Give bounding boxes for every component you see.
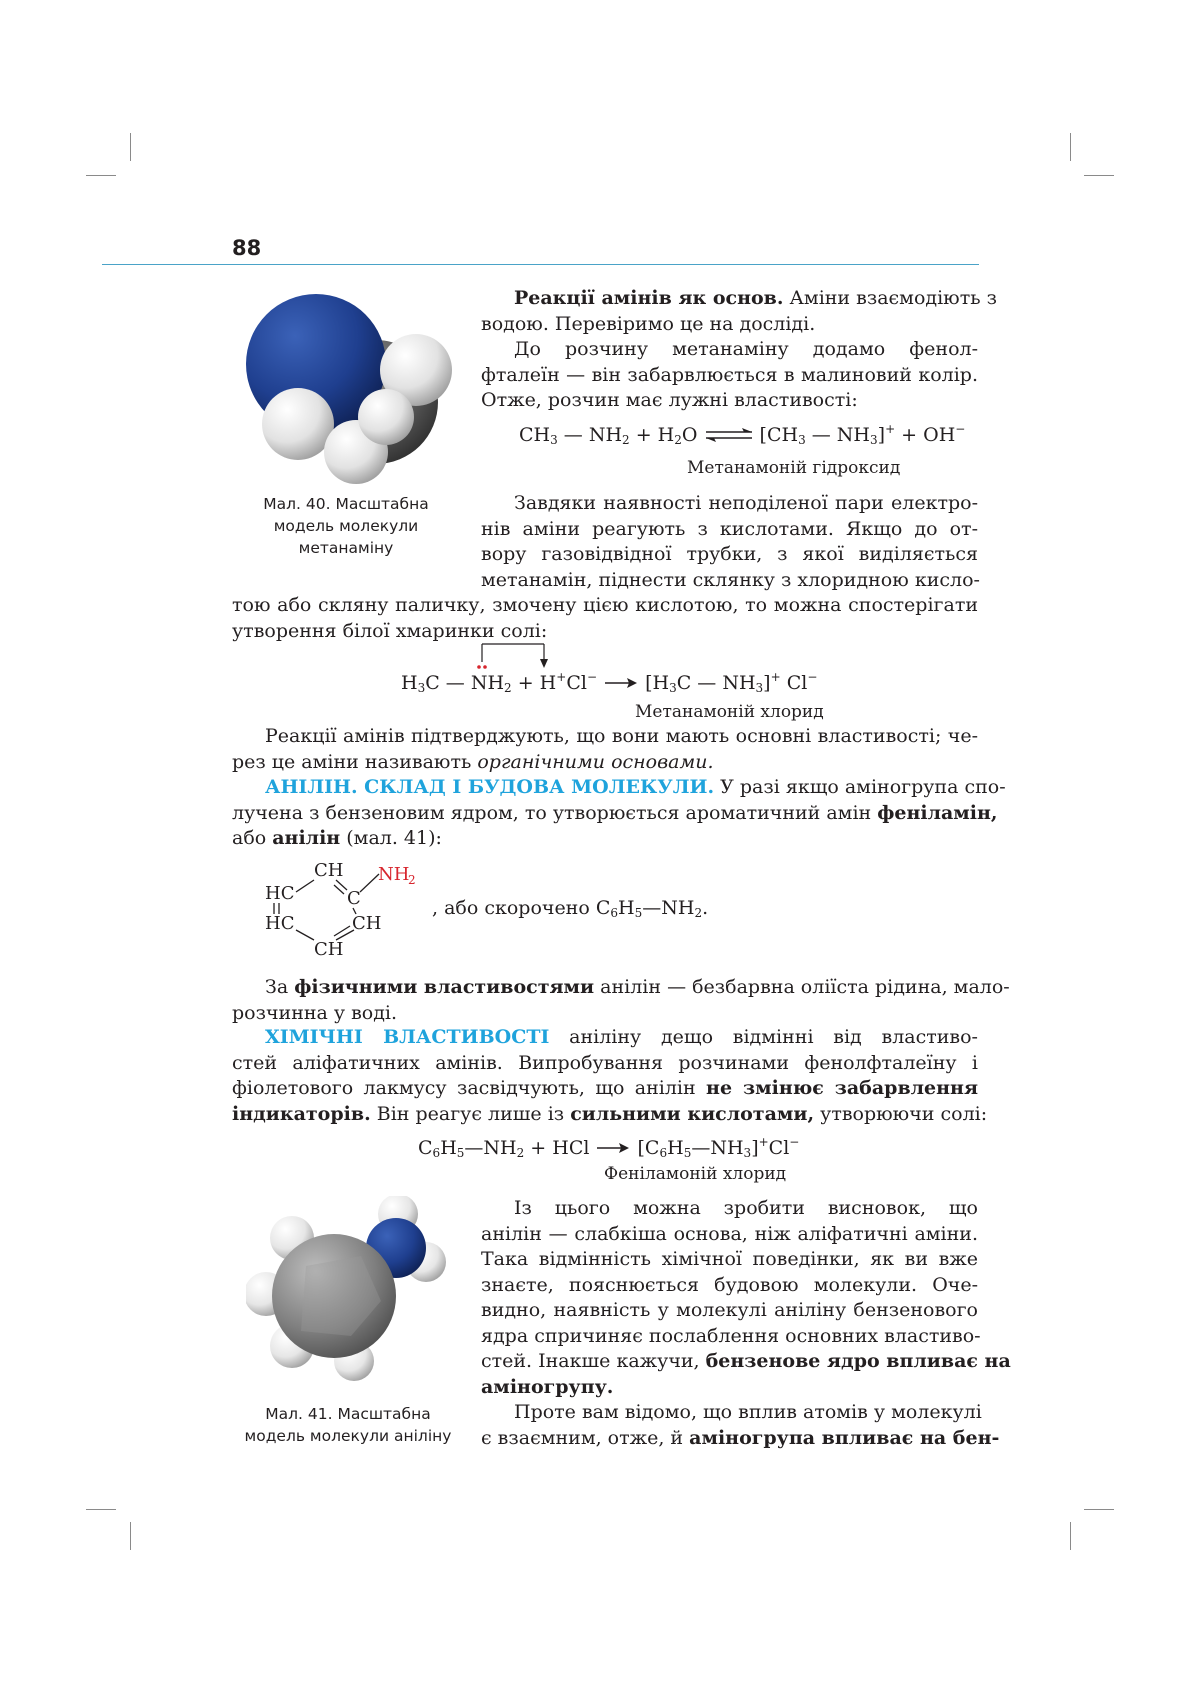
- text-span: За: [265, 976, 295, 998]
- svg-text:CH: CH: [352, 913, 382, 934]
- crop-mark: [130, 1522, 131, 1550]
- text-span: анілін — безбарвна оліїста рідина, мало-: [594, 976, 1010, 998]
- crop-mark: [86, 175, 116, 176]
- text-line: тою або скляну паличку, змочену цією кислотою, то можна спостерігати: [232, 594, 978, 616]
- text-line: нів аміни реагують з кислотами. Якщо до от-: [481, 517, 978, 540]
- caption-line: модель молекули: [273, 517, 419, 535]
- text-line: [232, 826, 978, 852]
- paragraph-aniline-structure: [232, 775, 1006, 852]
- equilibrium-arrow-icon: [704, 427, 754, 443]
- aniline-short-formula: , або скорочено $C_6H_5—NH_2$.: [432, 897, 709, 920]
- svg-text:HC: HC: [265, 883, 295, 904]
- text-span: (мал. 41):: [340, 827, 442, 849]
- paragraph-amine-acids-cont: [232, 593, 978, 644]
- header-rule: [102, 264, 979, 265]
- methylamine-model-image: [236, 292, 466, 487]
- text-span: є взаємним, отже, й: [481, 1426, 690, 1449]
- paragraph-conclusion: [481, 1196, 1011, 1400]
- crop-mark: [1070, 133, 1071, 161]
- equation-methylamine-hcl: $H_3C$ — $NH_2 + H^+Cl^-$ [$H_3C$ — $NH_3]^+$ Cl−: [401, 670, 818, 695]
- caption-line: метанаміну: [298, 539, 394, 557]
- reaction-arrow-icon: [595, 1142, 631, 1154]
- bold-term: фізичними властивостями: [294, 976, 595, 998]
- text-span: Аміни взаємодіють з: [783, 287, 997, 309]
- text-line: видно, наявність у молекулі аніліну бензенового: [481, 1299, 978, 1321]
- equation-aniline-hcl: $C_6H_5—NH_2$ + HCl $[C_6H_5—NH_3]^+Cl^-$: [418, 1135, 800, 1160]
- reaction-arrow-icon: [603, 677, 639, 689]
- text-span: , або скорочено: [432, 897, 590, 919]
- svg-text:CH: CH: [314, 939, 344, 960]
- text-line: анілін — слабкіша основа, ніж аліфатичні аміни.: [481, 1222, 978, 1245]
- caption-line: Мал. 41. Масштабна: [265, 1405, 431, 1423]
- paragraph-organic-bases: [232, 724, 978, 775]
- bold-term: сильними кислотами,: [570, 1102, 815, 1125]
- text-line: [232, 1102, 988, 1128]
- bold-term: не змінює забарвлення: [706, 1077, 978, 1099]
- text-line: розчинна у воді.: [232, 1001, 398, 1024]
- crop-mark: [130, 133, 131, 161]
- bold-term: індикаторів.: [232, 1102, 371, 1125]
- text-span: аніліну дещо відмінні від властиво-: [549, 1026, 978, 1048]
- bold-term: бензенове ядро впливає на: [705, 1350, 1011, 1372]
- paragraph-chemical-properties: [232, 1025, 988, 1127]
- crop-mark: [86, 1509, 116, 1510]
- text-span: утворюючи солі:: [814, 1102, 988, 1125]
- text-line: [481, 286, 997, 312]
- crop-mark: [1084, 175, 1114, 176]
- text-line: [232, 1076, 978, 1102]
- text-line: [232, 750, 978, 776]
- text-span: або: [232, 827, 273, 849]
- text-line: [481, 1426, 1000, 1452]
- text-line: фталеїн — він забарвлюється в малиновий колір.: [481, 363, 978, 386]
- text-line: [481, 1375, 978, 1401]
- svg-text:CH: CH: [314, 860, 344, 881]
- svg-text:NH: NH: [378, 864, 410, 885]
- bold-term: аміногрупа впливає на бен-: [689, 1426, 1000, 1449]
- equation-3-product-name: Феніламоній хлорид: [604, 1164, 787, 1184]
- text-span: лучена з бензеновим ядром, то утворюється ароматичний амін: [232, 801, 878, 824]
- svg-text:C: C: [347, 888, 361, 909]
- svg-text:HC: HC: [265, 913, 295, 934]
- svg-text:2: 2: [408, 873, 416, 887]
- bold-term: Реакції амінів як основ.: [514, 287, 784, 309]
- paragraph-amine-acids: [481, 491, 978, 593]
- text-line: [481, 1349, 1011, 1375]
- figure-41-caption: [228, 1403, 468, 1447]
- text-line: Отже, розчин має лужні властивості:: [481, 389, 858, 411]
- text-line: ядра спричиняє послаблення основних властиво-: [481, 1324, 981, 1347]
- bold-term: анілін: [272, 827, 341, 849]
- paragraph-mutual-influence: [481, 1400, 1000, 1451]
- text-line: Проте вам відомо, що вплив атомів у молекулі: [514, 1401, 982, 1423]
- bold-term: аміногрупу.: [481, 1375, 614, 1398]
- text-line: Реакції амінів підтверджують, що вони мають основні властивості; че-: [265, 725, 978, 747]
- aniline-model-image: [246, 1196, 456, 1381]
- text-line: знаєте, пояснюється будовою молекули. Оче-: [481, 1273, 978, 1296]
- text-line: [232, 801, 998, 827]
- text-span: фіолетового лакмусу засвідчують, що анілін: [232, 1077, 707, 1099]
- equation-methylamine-water: $CH_3$ — $NH_2 + H_2O$ [$CH_3$ — $NH_3]^+ + OH^-$: [519, 422, 966, 447]
- crop-mark: [1084, 1509, 1114, 1510]
- text-span: рез це аміни називають: [232, 750, 478, 773]
- section-heading-aniline: АНІЛІН. СКЛАД І БУДОВА МОЛЕКУЛИ.: [265, 776, 715, 798]
- text-line: утворення білої хмаринки солі:: [232, 619, 548, 642]
- equation-2-product-name: Метанамоній хлорид: [635, 702, 824, 722]
- text-line: вору газовідвідної трубки, з якої виділяється: [481, 543, 978, 565]
- text-line: [232, 775, 1006, 801]
- paragraph-physical-properties: [232, 975, 1010, 1026]
- paragraph-amine-bases: [481, 286, 997, 414]
- text-span: Він реагує лише із: [370, 1102, 571, 1125]
- equation-1-product-name: Метанамоній гідроксид: [687, 458, 901, 478]
- section-heading-chemical: ХІМІЧНІ ВЛАСТИВОСТІ: [265, 1026, 550, 1048]
- page-number: 88: [232, 236, 262, 260]
- crop-mark: [1070, 1522, 1071, 1550]
- text-line: Завдяки наявності неподіленої пари електро-: [514, 492, 978, 514]
- figure-40-caption: [236, 493, 456, 559]
- text-line: Така відмінність хімічної поведінки, як ви вже: [481, 1248, 978, 1270]
- caption-line: модель молекули аніліну: [244, 1427, 452, 1445]
- caption-line: Мал. 40. Масштабна: [263, 495, 429, 513]
- italic-term: органічними основами.: [477, 750, 714, 773]
- lone-pair-arrow-icon: [474, 640, 554, 670]
- text-line: [232, 975, 1010, 1001]
- text-line: Із цього можна зробити висновок, що: [514, 1197, 978, 1219]
- text-line: метанамін, піднести склянку з хлоридною кисло-: [481, 568, 980, 591]
- text-line: стей аліфатичних амінів. Випробування розчинами фенолфталеїну і: [232, 1051, 978, 1074]
- bold-term: феніламін,: [877, 801, 998, 824]
- text-line: [232, 1025, 978, 1051]
- aniline-structural-formula: [262, 858, 432, 960]
- text-line: водою. Перевіримо це на досліді.: [481, 312, 816, 335]
- text-span: стей. Інакше кажучи,: [481, 1350, 706, 1372]
- text-span: У разі якщо аміногрупа спо-: [714, 776, 1006, 798]
- text-line: До розчину метанаміну додамо фенол-: [514, 338, 978, 360]
